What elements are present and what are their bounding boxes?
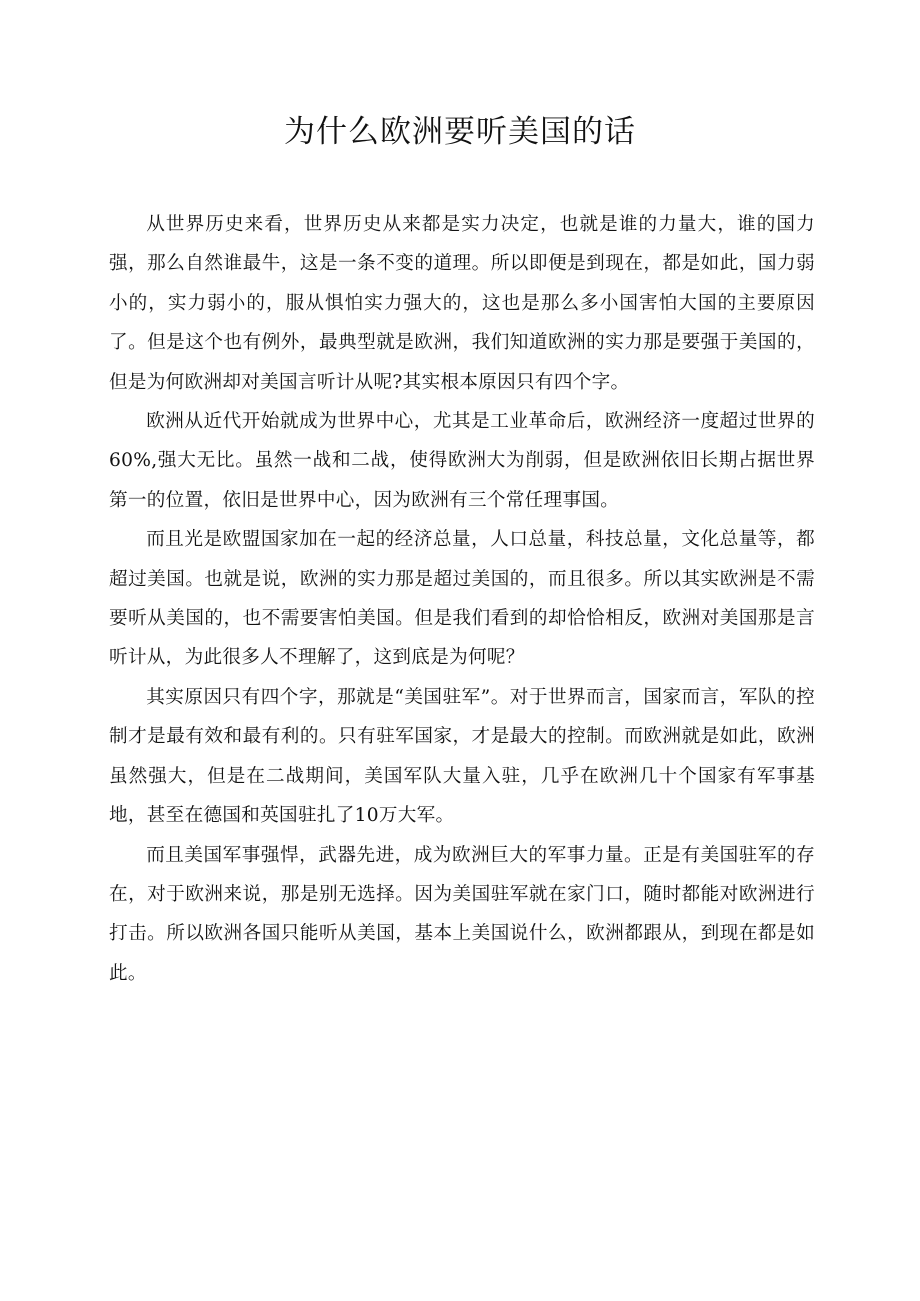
paragraph-3: 而且光是欧盟国家加在一起的经济总量，人口总量，科技总量，文化总量等，都超过美国。也就是说，欧洲的实力那是超过美国的，而且很多。所以其实欧洲是不需要听从美国的，也不需要害怕美国。但是我们看到的却恰恰相反，欧洲对美国那是言听计从，为此很多人不理解了，这到底是为何呢？ (109, 529, 815, 669)
paragraph-4: 其实原因只有四个字，那就是“美国驻军”。对于世界而言，国家而言，军队的控制才是最有效和最有利的。只有驻军国家，才是最大的控制。而欧洲就是如此，欧洲虽然强大，但是在二战期间，美国军队大量入驻，几乎在欧洲几十个国家有军事基地，甚至在德国和英国驻扎了10万大军。 (109, 686, 815, 827)
document-body (109, 205, 815, 993)
document-title: 为什么欧洲要听美国的话 (284, 114, 636, 150)
paragraph-2: 欧洲从近代开始就成为世界中心，尤其是工业革命后，欧洲经济一度超过世界的60%,强大无比。虽然一战和二战，使得欧洲大为削弱，但是欧洲依旧长期占据世界第一的位置，依旧是世界中心，因为欧洲有三个常任理事国。 (109, 411, 815, 511)
paragraph-1: 从世界历史来看，世界历史从来都是实力决定，也就是谁的力量大，谁的国力强，那么自然谁最牛，这是一条不变的道理。所以即便是到现在，都是如此，国力弱小的，实力弱小的，服从惧怕实力强大的，这也是那么多小国害怕大国的主要原因了。但是这个也有例外，最典型就是欧洲，我们知道欧洲的实力那是要强于美国的，但是为何欧洲却对美国言听计从呢?其实根本原因只有四个字。 (109, 214, 815, 393)
paragraph-5: 而且美国军事强悍，武器先进，成为欧洲巨大的军事力量。正是有美国驻军的存在，对于欧洲来说，那是别无选择。因为美国驻军就在家门口，随时都能对欧洲进行打击。所以欧洲各国只能听从美国，基本上美国说什么，欧洲都跟从，到现在都是如此。 (109, 844, 815, 984)
